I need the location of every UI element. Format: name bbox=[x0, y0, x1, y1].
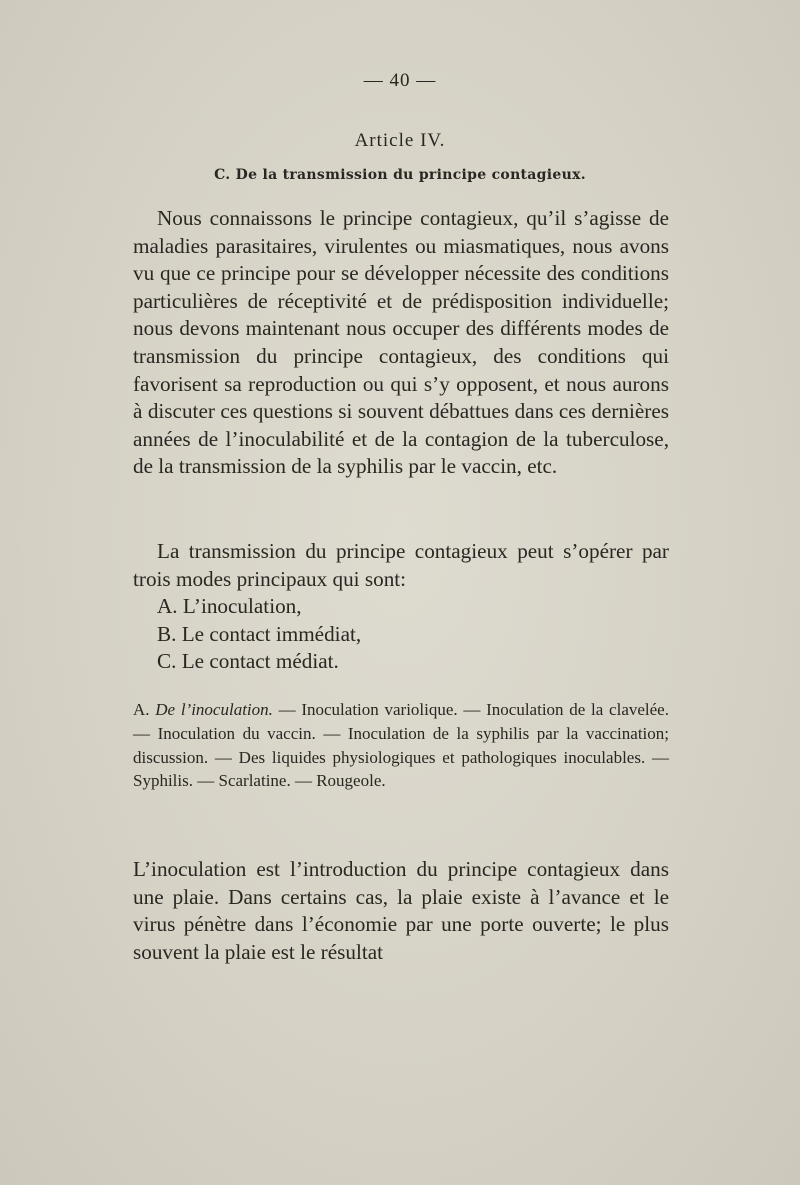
page-number: — 40 — bbox=[363, 70, 437, 91]
list-item: B. Le contact immédiat, bbox=[157, 621, 362, 646]
paragraph-inoculation-text: L’inoculation est l’introduction du principe contagieux dans une plaie. Dans certains cas, la plaie existe à l’avance et le virus pénètre dans l’économie par une porte ouverte; le plus souvent la plaie est le résultat bbox=[133, 857, 669, 964]
summary-letter: A. bbox=[133, 700, 150, 719]
list-item: A. L’inoculation, bbox=[157, 594, 302, 618]
summary-lead: De l’inoculation. bbox=[155, 700, 273, 719]
list-item: C. Le contact médiat. bbox=[157, 649, 339, 674]
section-summary bbox=[133, 698, 669, 793]
paragraph-intro-text: Nous connaissons le principe contagieux, qu’il s’agisse de maladies parasitaires, virulentes ou miasmatiques, nous avons vu que ce principe pour se développer nécessite des conditions particulières de réceptivité et de prédisposition individuelle; nous devons maintenant nous occuper des différents modes de transmission du principe contagieux, des conditions qui favorisent sa reproduction ou qui s’y opposent, et nous aurons à discuter ces questions si souvent débattues dans ces dernières années de l’inoculabilité et de la contagion de la tuberculose, de la transmission de la syphilis par le vaccin, etc. bbox=[133, 206, 669, 479]
section-title: C. De la transmission du principe contagieux. bbox=[214, 167, 586, 183]
summary-rest: — Inoculation variolique. — Inoculation de la clavelée. — Inoculation du vaccin. — Inoculation de la syphilis par la vaccination; discussion. — Des liquides physiologiques et pathologiques inoculables. — Syphilis. — Scarlatine. — Rougeole. bbox=[133, 700, 669, 791]
paragraph-intro bbox=[133, 205, 669, 481]
paragraph-modes-intro bbox=[133, 538, 669, 593]
modes-list bbox=[157, 593, 361, 676]
article-title: Article IV. bbox=[354, 130, 446, 151]
paragraph-inoculation bbox=[133, 835, 669, 988]
paragraph-modes-intro-text: La transmission du principe contagieux peut s’opérer par trois modes principaux qui sont: bbox=[133, 539, 669, 591]
